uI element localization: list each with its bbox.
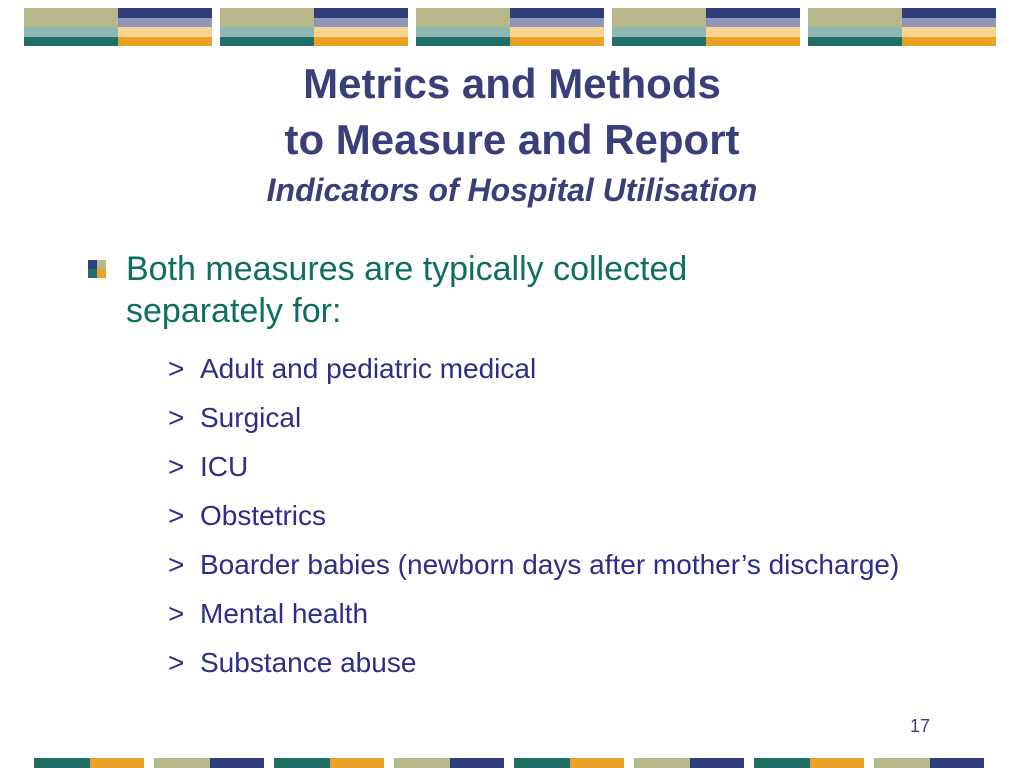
sub-item-text: ICU (200, 451, 249, 482)
sub-item-text: Mental health (200, 598, 369, 629)
sub-item-marker: > (168, 549, 185, 580)
sub-list-item (168, 448, 908, 486)
sub-list-item (168, 399, 908, 437)
sub-list-item (168, 497, 908, 535)
sub-list-item (168, 350, 908, 388)
sub-item-marker: > (168, 598, 185, 629)
slide-title-line-1: Metrics and Methods (303, 60, 721, 107)
banner-block (220, 8, 408, 46)
sub-item-text: Adult and pediatric medical (200, 353, 537, 384)
slide-subtitle: Indicators of Hospital Utilisation (266, 172, 758, 208)
main-bullet-text: Both measures are typically collected separately for: (126, 250, 688, 330)
sub-list-item (168, 546, 908, 584)
sub-item-marker: > (168, 402, 185, 433)
quad-square-bullet-icon (88, 260, 106, 278)
bottom-banner (34, 758, 1024, 768)
sub-item-text: Obstetrics (200, 500, 327, 531)
sub-item-text: Surgical (200, 402, 302, 433)
banner-block (24, 8, 212, 46)
sub-list-item (168, 644, 908, 682)
banner-block (808, 8, 996, 46)
sub-item-marker: > (168, 647, 185, 678)
top-banner (24, 8, 998, 46)
slide-title-area (0, 56, 1024, 214)
banner-block (416, 8, 604, 46)
sub-item-marker: > (168, 451, 185, 482)
main-bullet (88, 248, 818, 338)
sub-list (168, 350, 908, 693)
sub-item-text: Substance abuse (200, 647, 417, 678)
sub-item-marker: > (168, 353, 185, 384)
banner-block (612, 8, 800, 46)
sub-item-text: Boarder babies (newborn days after mother’s discharge) (200, 549, 900, 580)
sub-list-item (168, 595, 908, 633)
slide-title-line-2: to Measure and Report (284, 116, 740, 163)
page-number: 17 (909, 716, 931, 736)
sub-item-marker: > (168, 500, 185, 531)
